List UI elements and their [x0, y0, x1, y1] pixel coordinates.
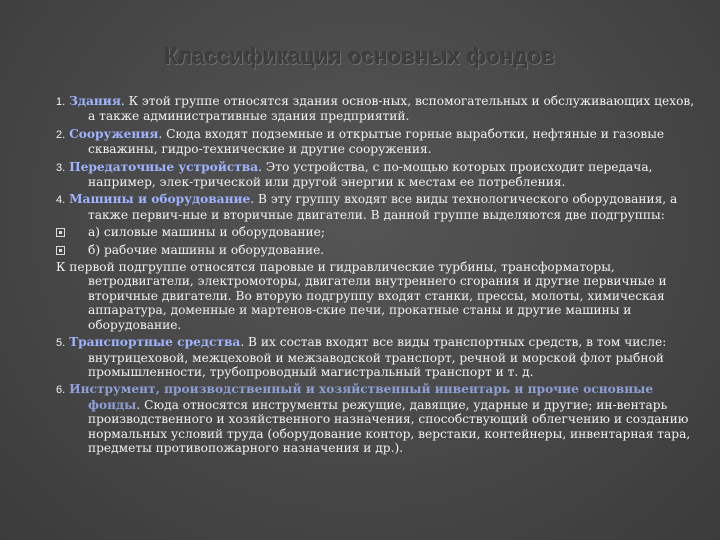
- item-term: Транспортные средства: [69, 335, 241, 350]
- item-text: . Сюда входят подземные и открытые горные выработки, нефтяные и газовые скважины, гидро-технические и другие сооружения.: [88, 126, 665, 157]
- list-item: [56, 382, 696, 455]
- item-number: 6.: [56, 384, 66, 397]
- item-number: 5.: [56, 337, 66, 350]
- list-item: [56, 160, 696, 190]
- bullet-item: [56, 243, 696, 257]
- item-text: . Сюда относятся инструменты режущие, давящие, ударные и другие; ин-вентарь производственного и хозяйственного назначения, способствующий облегчению и созданию нормальных условий труда (оборудование контор, верстаки, контейнеры, инвентарная тара, предметы противопожарного назначения и др.).: [88, 397, 691, 455]
- square-bullet-icon: [56, 228, 65, 237]
- item-text: . В эту группу входят все виды технологического оборудования, а также первич-ные и вторичные двигатели. В данной группе выделяются две подгруппы:: [88, 192, 678, 222]
- item-term: Передаточные устройства: [69, 159, 259, 174]
- item-text: . К этой группе относятся здания основ-ных, вспомогательных и обслуживающих цехов, а также административные здания предприятий.: [88, 94, 695, 124]
- bullet-text: б) рабочие машины и оборудование.: [88, 242, 325, 257]
- slide-content: [56, 94, 696, 458]
- item-term: Сооружения: [69, 126, 159, 141]
- paragraph: К первой подгруппе относятся паровые и гидравлические турбины, трансформаторы, ветродвигатели, электромоторы, двигатели внутреннего сгорания и другие первичные и вторичные двигатели. Во вторую подгруппу входят станки, прессы, молоты, химическая аппаратура, доменные и мартенов-ские печи, прокатные станы и другие машины и оборудование.: [56, 260, 667, 332]
- bullet-text: а) силовые машины и оборудование;: [88, 225, 325, 240]
- list-item: [56, 94, 696, 124]
- item-number: 2.: [56, 128, 66, 141]
- slide-title: Классификация основных фондов: [164, 44, 556, 69]
- item-number: 1.: [56, 96, 66, 108]
- item-number: 3.: [56, 161, 66, 174]
- list-item: [56, 192, 696, 222]
- item-number: 4.: [56, 194, 66, 207]
- item-term: Инструмент, производственный и хозяйственный инвентарь и прочие основные фонды: [69, 382, 654, 412]
- list-item: [56, 335, 696, 379]
- item-text: . В их состав входят все виды транспортных средств, в том числе: внутрицеховой, межцеховой и межзаводской транспорт, речной и морской флот рыбной промышленности, трубопроводный магистральный транспорт и т. д.: [88, 335, 667, 379]
- item-term: Машины и оборудование: [69, 192, 251, 207]
- item-term: Здания: [69, 94, 121, 108]
- square-bullet-icon: [56, 246, 65, 255]
- item-text: . Это устройства, с по-мощью которых происходит передача, например, элек-трической или другой энергии к местам ее потребления.: [88, 159, 653, 190]
- list-item: [56, 127, 696, 157]
- bullet-item: [56, 225, 696, 239]
